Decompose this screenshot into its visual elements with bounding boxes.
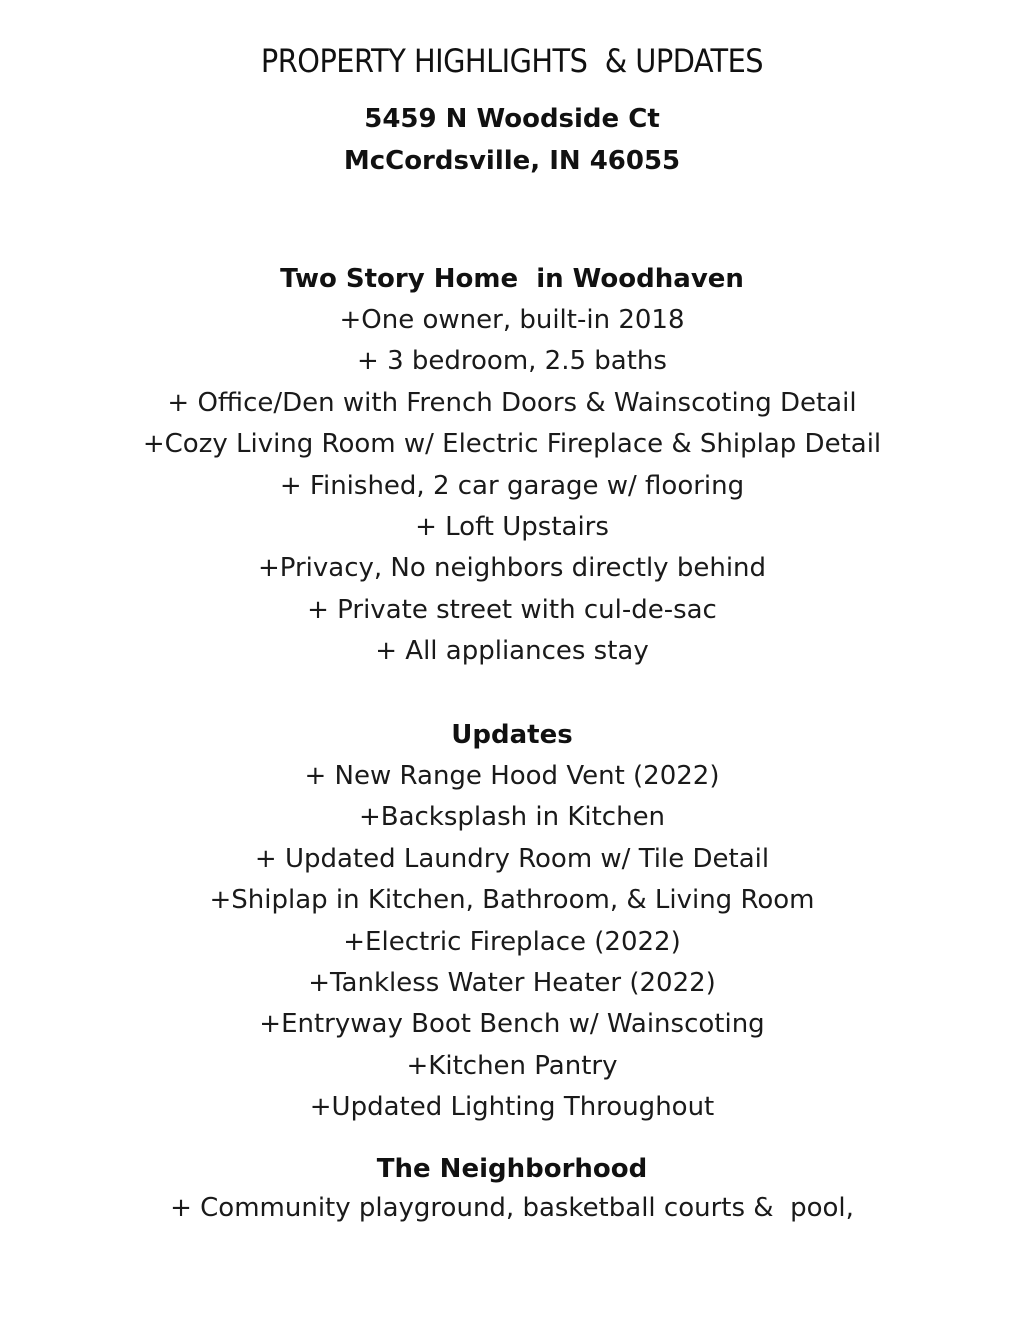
home-item: + All appliances stay [375, 636, 649, 667]
updates-item: +Updated Lighting Throughout [309, 1092, 715, 1123]
page-title: PROPERTY HIGHLIGHTS & UPDATES [260, 42, 764, 80]
updates-item: +Electric Fireplace (2022) [343, 926, 681, 957]
home-section [0, 258, 1024, 673]
neighborhood-section [0, 1150, 1024, 1229]
home-item: + Finished, 2 car garage w/ flooring [279, 470, 745, 501]
home-heading: Two Story Home in Woodhaven [280, 264, 744, 294]
home-item: +Privacy, No neighbors directly behind [257, 553, 767, 584]
updates-section [0, 714, 1024, 1129]
home-item: + Office/Den with French Doors & Wainscoting Detail [167, 387, 857, 418]
updates-item: +Tankless Water Heater (2022) [308, 967, 716, 998]
updates-item: + New Range Hood Vent (2022) [304, 761, 720, 791]
updates-heading: Updates [451, 720, 573, 750]
updates-item: +Kitchen Pantry [406, 1050, 618, 1081]
address-city: McCordsville, IN 46055 [343, 146, 681, 176]
updates-item: + Updated Laundry Room w/ Tile Detail [254, 843, 770, 874]
updates-item: +Entryway Boot Bench w/ Wainscoting [259, 1009, 765, 1040]
home-item: + Private street with cul-de-sac [307, 594, 717, 625]
home-item: +Cozy Living Room w/ Electric Fireplace & Shiplap Detail [142, 429, 882, 460]
address-street: 5459 N Woodside Ct [364, 104, 660, 134]
neighborhood-item: + Community playground, basketball courts & pool, [170, 1193, 854, 1223]
neighborhood-heading: The Neighborhood [376, 1154, 648, 1184]
updates-item: +Shiplap in Kitchen, Bathroom, & Living Room [209, 885, 815, 916]
home-item: + Loft Upstairs [415, 511, 609, 542]
home-item: +One owner, built-in 2018 [339, 305, 685, 335]
updates-item: +Backsplash in Kitchen [358, 802, 666, 833]
home-item: + 3 bedroom, 2.5 baths [357, 346, 667, 377]
